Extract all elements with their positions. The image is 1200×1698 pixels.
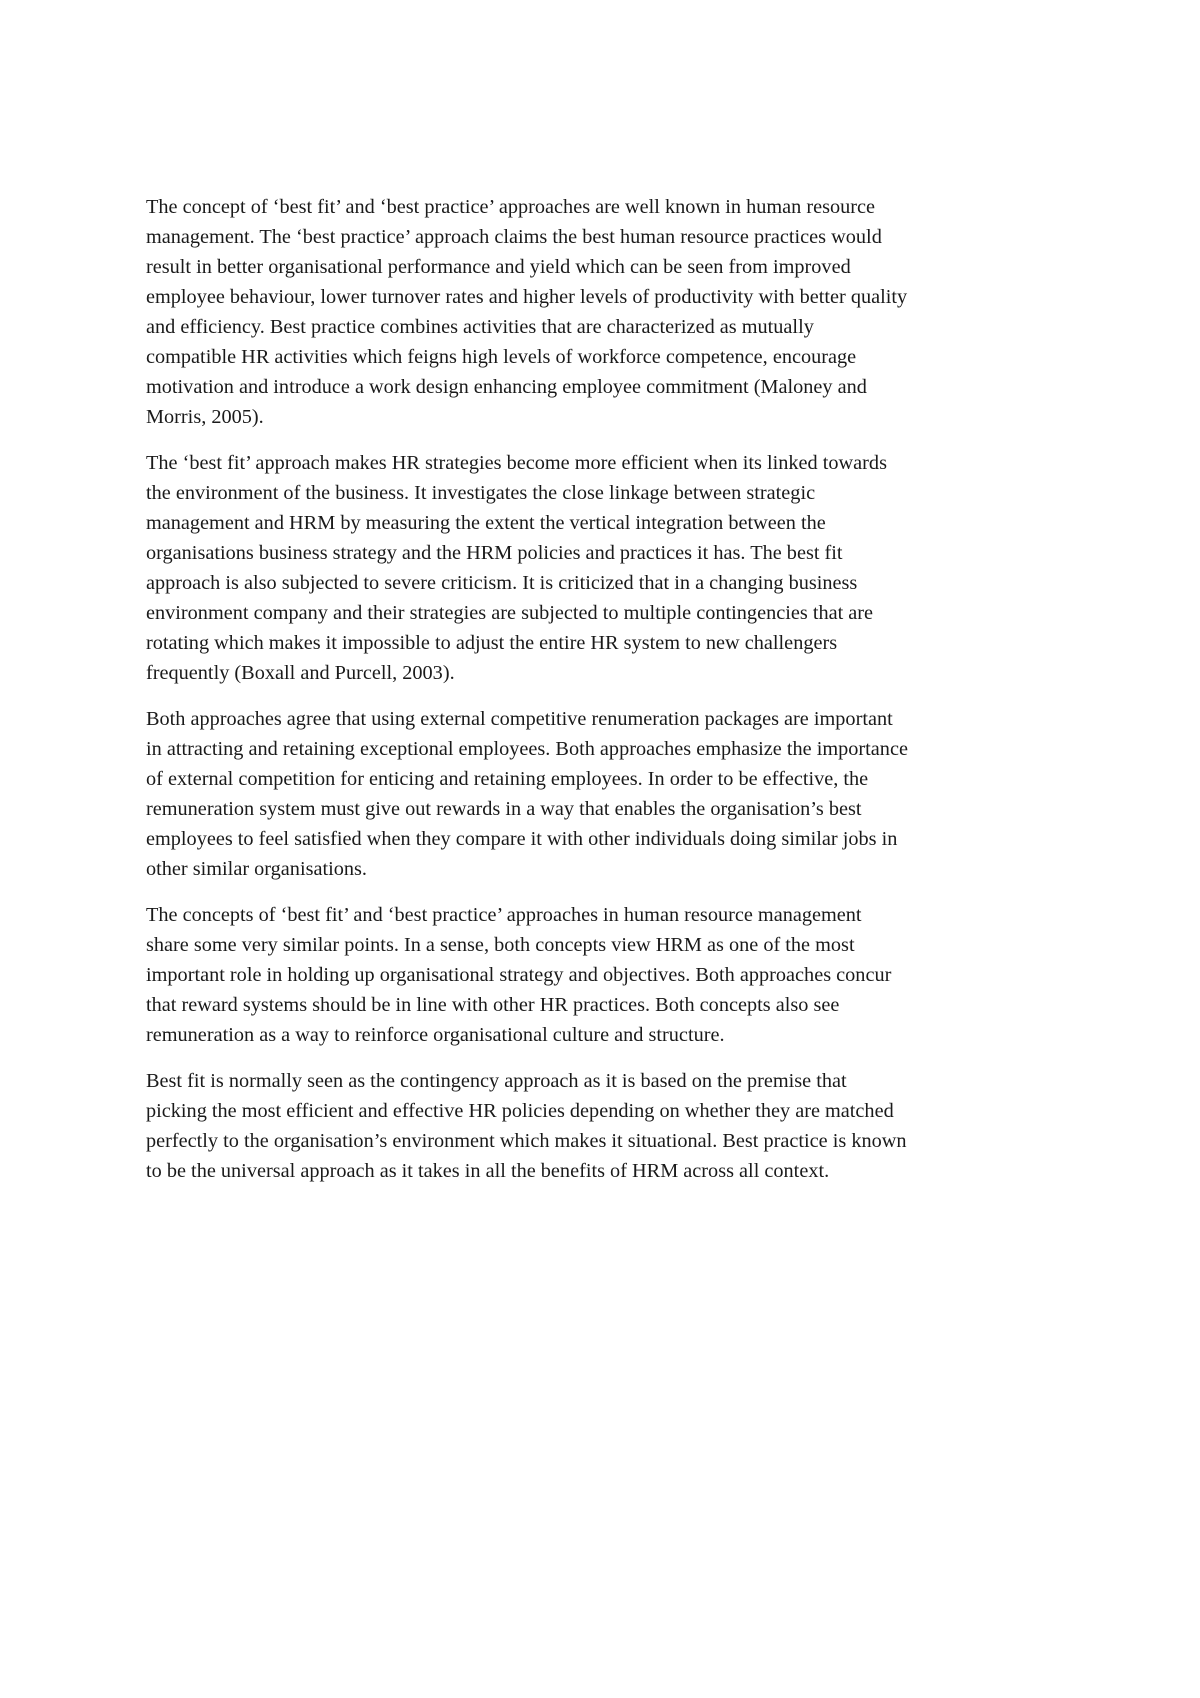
- text-line: organisations business strategy and the HRM policies and practices it has. The best fit: [146, 542, 843, 564]
- paragraph: [146, 704, 1070, 884]
- text-line: Morris, 2005).: [146, 406, 264, 428]
- paragraph: [146, 448, 1070, 688]
- text-line: environment company and their strategies are subjected to multiple contingencies that are: [146, 602, 874, 624]
- text-line: approach is also subjected to severe criticism. It is criticized that in a changing business: [146, 572, 858, 594]
- text-line: rotating which makes it impossible to adjust the entire HR system to new challengers: [146, 632, 838, 654]
- text-line: compatible HR activities which feigns high levels of workforce competence, encourage: [146, 346, 857, 368]
- text-line: The concepts of ‘best fit’ and ‘best practice’ approaches in human resource management: [146, 904, 862, 926]
- text-line: The ‘best fit’ approach makes HR strategies become more efficient when its linked towards: [146, 452, 887, 474]
- text-line: employee behaviour, lower turnover rates and higher levels of productivity with better quality: [146, 286, 908, 308]
- text-line: that reward systems should be in line with other HR practices. Both concepts also see: [146, 994, 840, 1016]
- text-line: in attracting and retaining exceptional employees. Both approaches emphasize the importance: [146, 738, 908, 760]
- text-line: management and HRM by measuring the extent the vertical integration between the: [146, 512, 826, 534]
- text-line: to be the universal approach as it takes in all the benefits of HRM across all context.: [146, 1160, 830, 1182]
- text-line: remuneration system must give out rewards in a way that enables the organisation’s best: [146, 798, 862, 820]
- text-line: Best fit is normally seen as the contingency approach as it is based on the premise that: [146, 1070, 847, 1092]
- text-line: picking the most efficient and effective HR policies depending on whether they are matched: [146, 1100, 894, 1122]
- text-line: Both approaches agree that using external competitive renumeration packages are important: [146, 708, 893, 730]
- text-line: perfectly to the organisation’s environment which makes it situational. Best practice is known: [146, 1130, 907, 1152]
- text-line: motivation and introduce a work design enhancing employee commitment (Maloney and: [146, 376, 867, 398]
- text-line: other similar organisations.: [146, 858, 367, 880]
- text-line: management. The ‘best practice’ approach claims the best human resource practices would: [146, 226, 882, 248]
- text-line: remuneration as a way to reinforce organisational culture and structure.: [146, 1024, 725, 1046]
- paragraph: [146, 900, 1070, 1050]
- text-line: the environment of the business. It investigates the close linkage between strategic: [146, 482, 816, 504]
- text-line: result in better organisational performance and yield which can be seen from improved: [146, 256, 851, 278]
- paragraph: [146, 1066, 1070, 1186]
- text-line: important role in holding up organisational strategy and objectives. Both approaches concur: [146, 964, 892, 986]
- text-line: share some very similar points. In a sense, both concepts view HRM as one of the most: [146, 934, 855, 956]
- text-line: and efficiency. Best practice combines activities that are characterized as mutually: [146, 316, 814, 338]
- text-line: frequently (Boxall and Purcell, 2003).: [146, 662, 455, 684]
- text-line: of external competition for enticing and retaining employees. In order to be effective, the: [146, 768, 869, 790]
- text-line: The concept of ‘best fit’ and ‘best practice’ approaches are well known in human resource: [146, 196, 876, 218]
- text-line: employees to feel satisfied when they compare it with other individuals doing similar jobs in: [146, 828, 898, 850]
- paragraph: [146, 192, 1070, 432]
- document-body: [146, 192, 1070, 1202]
